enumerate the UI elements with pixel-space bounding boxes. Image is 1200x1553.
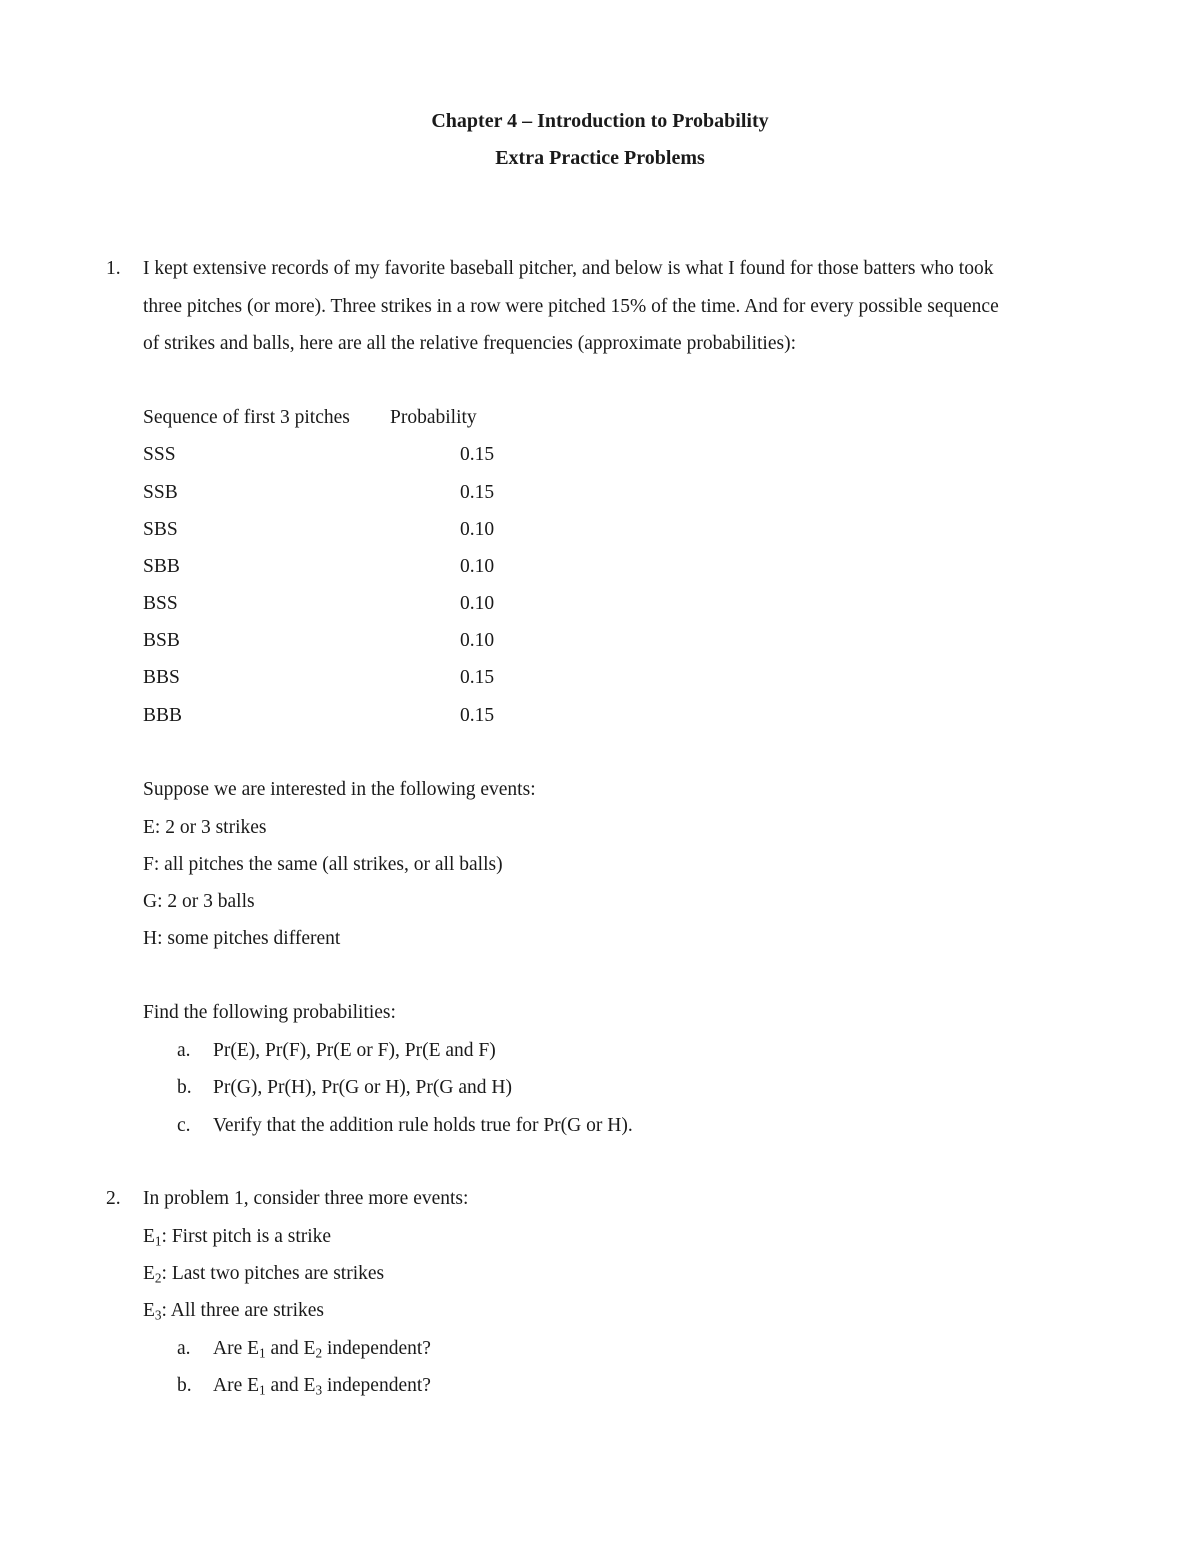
chapter-title: Chapter 4 – Introduction to Probability: [431, 110, 769, 132]
table-cell-probability: 0.10: [460, 630, 495, 651]
problem-1-text-line: I kept extensive records of my favorite baseball pitcher, and below is what I found for those batters who took: [143, 258, 994, 279]
table-cell-sequence: SSS: [143, 444, 176, 465]
event-item: E: 2 or 3 strikes: [143, 817, 267, 838]
table-cell-probability: 0.10: [460, 593, 495, 614]
part-text: Pr(G), Pr(H), Pr(G or H), Pr(G and H): [213, 1077, 512, 1098]
part-label: a.: [177, 1040, 191, 1061]
problem-2-number: 2.: [106, 1188, 121, 1209]
problem-2-intro: In problem 1, consider three more events:: [143, 1188, 469, 1209]
table-cell-probability: 0.10: [460, 556, 495, 577]
part-label: b.: [177, 1077, 192, 1098]
part-text: Are $E_1$ and $E_2$ independent?: [213, 1338, 431, 1361]
part-label: a.: [177, 1338, 191, 1359]
chapter-subtitle: Extra Practice Problems: [495, 147, 705, 169]
table-cell-probability: 0.15: [460, 482, 495, 503]
problem-2-event: $E_1$: First pitch is a strike: [143, 1226, 332, 1249]
problem-2-event: $E_2$: Last two pitches are strikes: [143, 1263, 385, 1286]
event-item: H: some pitches different: [143, 928, 341, 949]
table-cell-probability: 0.15: [460, 705, 495, 726]
problem-2-event: $E_3$: All three are strikes: [143, 1300, 324, 1323]
table-cell-sequence: BBB: [143, 705, 183, 726]
part-text: Verify that the addition rule holds true for Pr(G or H).: [213, 1115, 633, 1136]
problem-1-text-line: three pitches (or more). Three strikes in a row were pitched 15% of the time. And for every possible sequence: [143, 296, 999, 317]
table-cell-sequence: BSB: [143, 630, 180, 651]
event-item: G: 2 or 3 balls: [143, 891, 255, 912]
table-cell-sequence: SBB: [143, 556, 180, 577]
part-label: c.: [177, 1115, 191, 1136]
table-cell-sequence: BBS: [143, 667, 180, 688]
table-cell-sequence: SBS: [143, 519, 178, 540]
problem-1-text-line: of strikes and balls, here are all the relative frequencies (approximate probabilities):: [143, 333, 796, 354]
table-cell-probability: 0.15: [460, 444, 495, 465]
problem-1-number: 1.: [106, 258, 121, 279]
part-text: Are $E_1$ and $E_3$ independent?: [213, 1375, 431, 1398]
event-item: F: all pitches the same (all strikes, or all balls): [143, 854, 503, 875]
table-cell-probability: 0.10: [460, 519, 495, 540]
table-cell-probability: 0.15: [460, 667, 495, 688]
table-header-probability: Probability: [390, 407, 477, 428]
table-cell-sequence: BSS: [143, 593, 178, 614]
table-cell-sequence: SSB: [143, 482, 178, 503]
part-label: b.: [177, 1375, 192, 1396]
table-header-sequence: Sequence of first 3 pitches: [143, 407, 350, 428]
find-intro: Find the following probabilities:: [143, 1002, 396, 1023]
events-intro: Suppose we are interested in the following events:: [143, 779, 536, 800]
part-text: Pr(E), Pr(F), Pr(E or F), Pr(E and F): [213, 1040, 496, 1061]
